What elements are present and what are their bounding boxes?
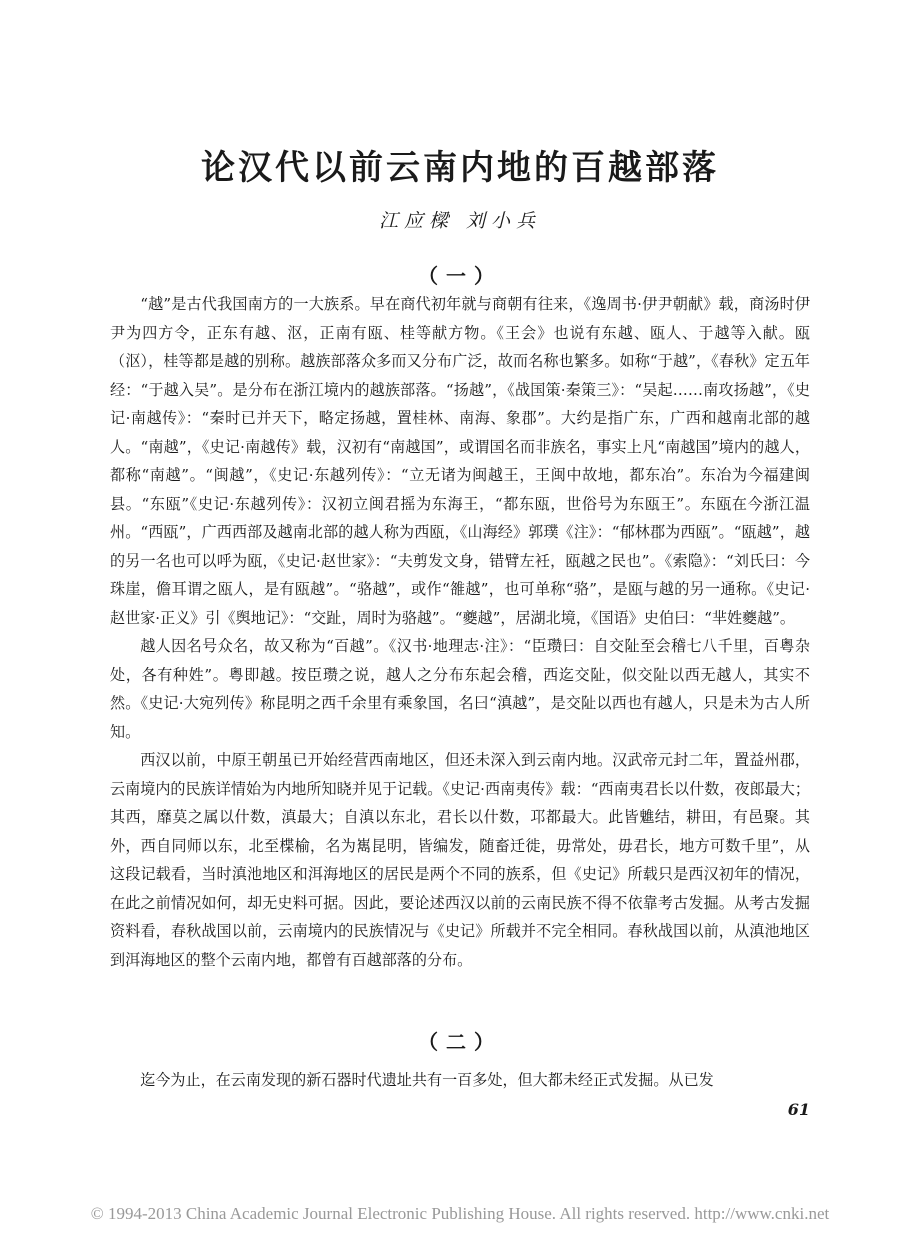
paragraph: “越”是古代我国南方的一大族系。早在商代初年就与商朝有往来，《逸周书·伊尹朝献》载，商汤时伊尹为四方令，正东有越、沤，正南有瓯、桂等献方物。《王会》也说有东越、瓯人、于越等入献。瓯（沤），桂等都是越的别称。越族部落众多而又分布广泛，故而名称也繁多。如称“于越”，《春秋》定五年经：“于越入吴”。是分布在浙江境内的越族部落。“扬越”，《战国策·秦策三》：“吴起……南攻扬越”，《史记·南越传》：“秦时已并天下，略定扬越，置桂林、南海、象郡”。大约是指广东，广西和越南北部的越人。“南越”，《史记·南越传》载，汉初有“南越国”，或谓国名而非族名，事实上凡“南越国”境内的越人，都称“南越”。“闽越”，《史记·东越列传》：“立无诸为闽越王，王闽中故地，都东冶”。东冶为今福建闽县。“东瓯”《史记·东越列传》：汉初立闽君摇为东海王，“都东瓯，世俗号为东瓯王”。东瓯在今浙江温州。“西瓯”，广西西部及越南北部的越人称为西瓯，《山海经》郭璞《注》：“郁林郡为西瓯”。“瓯越”，越的另一名也可以呼为瓯，《史记·赵世家》：“夫剪发文身，错臂左衽，瓯越之民也”。《索隐》：“刘氏曰：今珠崖，儋耳谓之瓯人，是有瓯越”。“骆越”，或作“雒越”，也可单称“骆”，是瓯与越的另一通称。《史记·赵世家·正义》引《舆地记》：“交趾，周时为骆越”。“夔越”，居湖北境，《国语》史伯曰：“芈姓夔越”。 (110, 295, 810, 627)
paragraph: 西汉以前，中原王朝虽已开始经营西南地区，但还未深入到云南内地。汉武帝元封二年，置益州郡，云南境内的民族详情始为内地所知晓并见于记载。《史记·西南夷传》载：“西南夷君长以什数，夜郎最大；其西，靡莫之属以什数，滇最大；自滇以东北，君长以什数，邛都最大。此皆魋结，耕田，有邑聚。其外，西自同师以东，北至楪榆，名为嶲昆明，皆编发，随畜迁徙，毋常处，毋君长，地方可数千里”，从这段记载看，当时滇池地区和洱海地区的居民是两个不同的族系，但《史记》所载只是西汉初年的情况，在此之前情况如何，却无史料可据。因此，要论述西汉以前的云南民族不得不依靠考古发掘。从考古发掘资料看，春秋战国以前，云南境内的民族情况与《史记》所载并不完全相同。春秋战国以前，从滇池地区到洱海地区的整个云南内地，都曾有百越部落的分布。 (110, 751, 810, 969)
section-heading-1: （一） (418, 264, 502, 288)
section-heading-2: （二） (418, 1030, 502, 1054)
article-title: 论汉代以前云南内地的百越部落 (201, 148, 719, 188)
copyright-footer: © 1994-2013 China Academic Journal Electronic Publishing House. All rights reserved. http://www.cnki.net (90, 1204, 830, 1223)
article-authors: 江应樑 刘小兵 (378, 210, 542, 232)
paragraph: 越人因名号众名，故又称为“百越”。《汉书·地理志·注》：“臣瓒曰：自交阯至会稽七八千里，百粤杂处，各有种姓”。粤即越。按臣瓒之说，越人之分布东起会稽，西迄交阯，似交阯以西无越人，其实不然。《史记·大宛列传》称昆明之西千余里有乘象国，名曰“滇越”，是交阯以西也有越人，只是未为古人所知。 (110, 637, 810, 741)
section-2-body (110, 1066, 810, 1095)
paragraph: 迄今为止，在云南发现的新石器时代遗址共有一百多处，但大都未经正式发掘。从已发 (140, 1071, 714, 1089)
page-number: 61 (787, 1100, 810, 1119)
section-1-body (110, 290, 810, 974)
